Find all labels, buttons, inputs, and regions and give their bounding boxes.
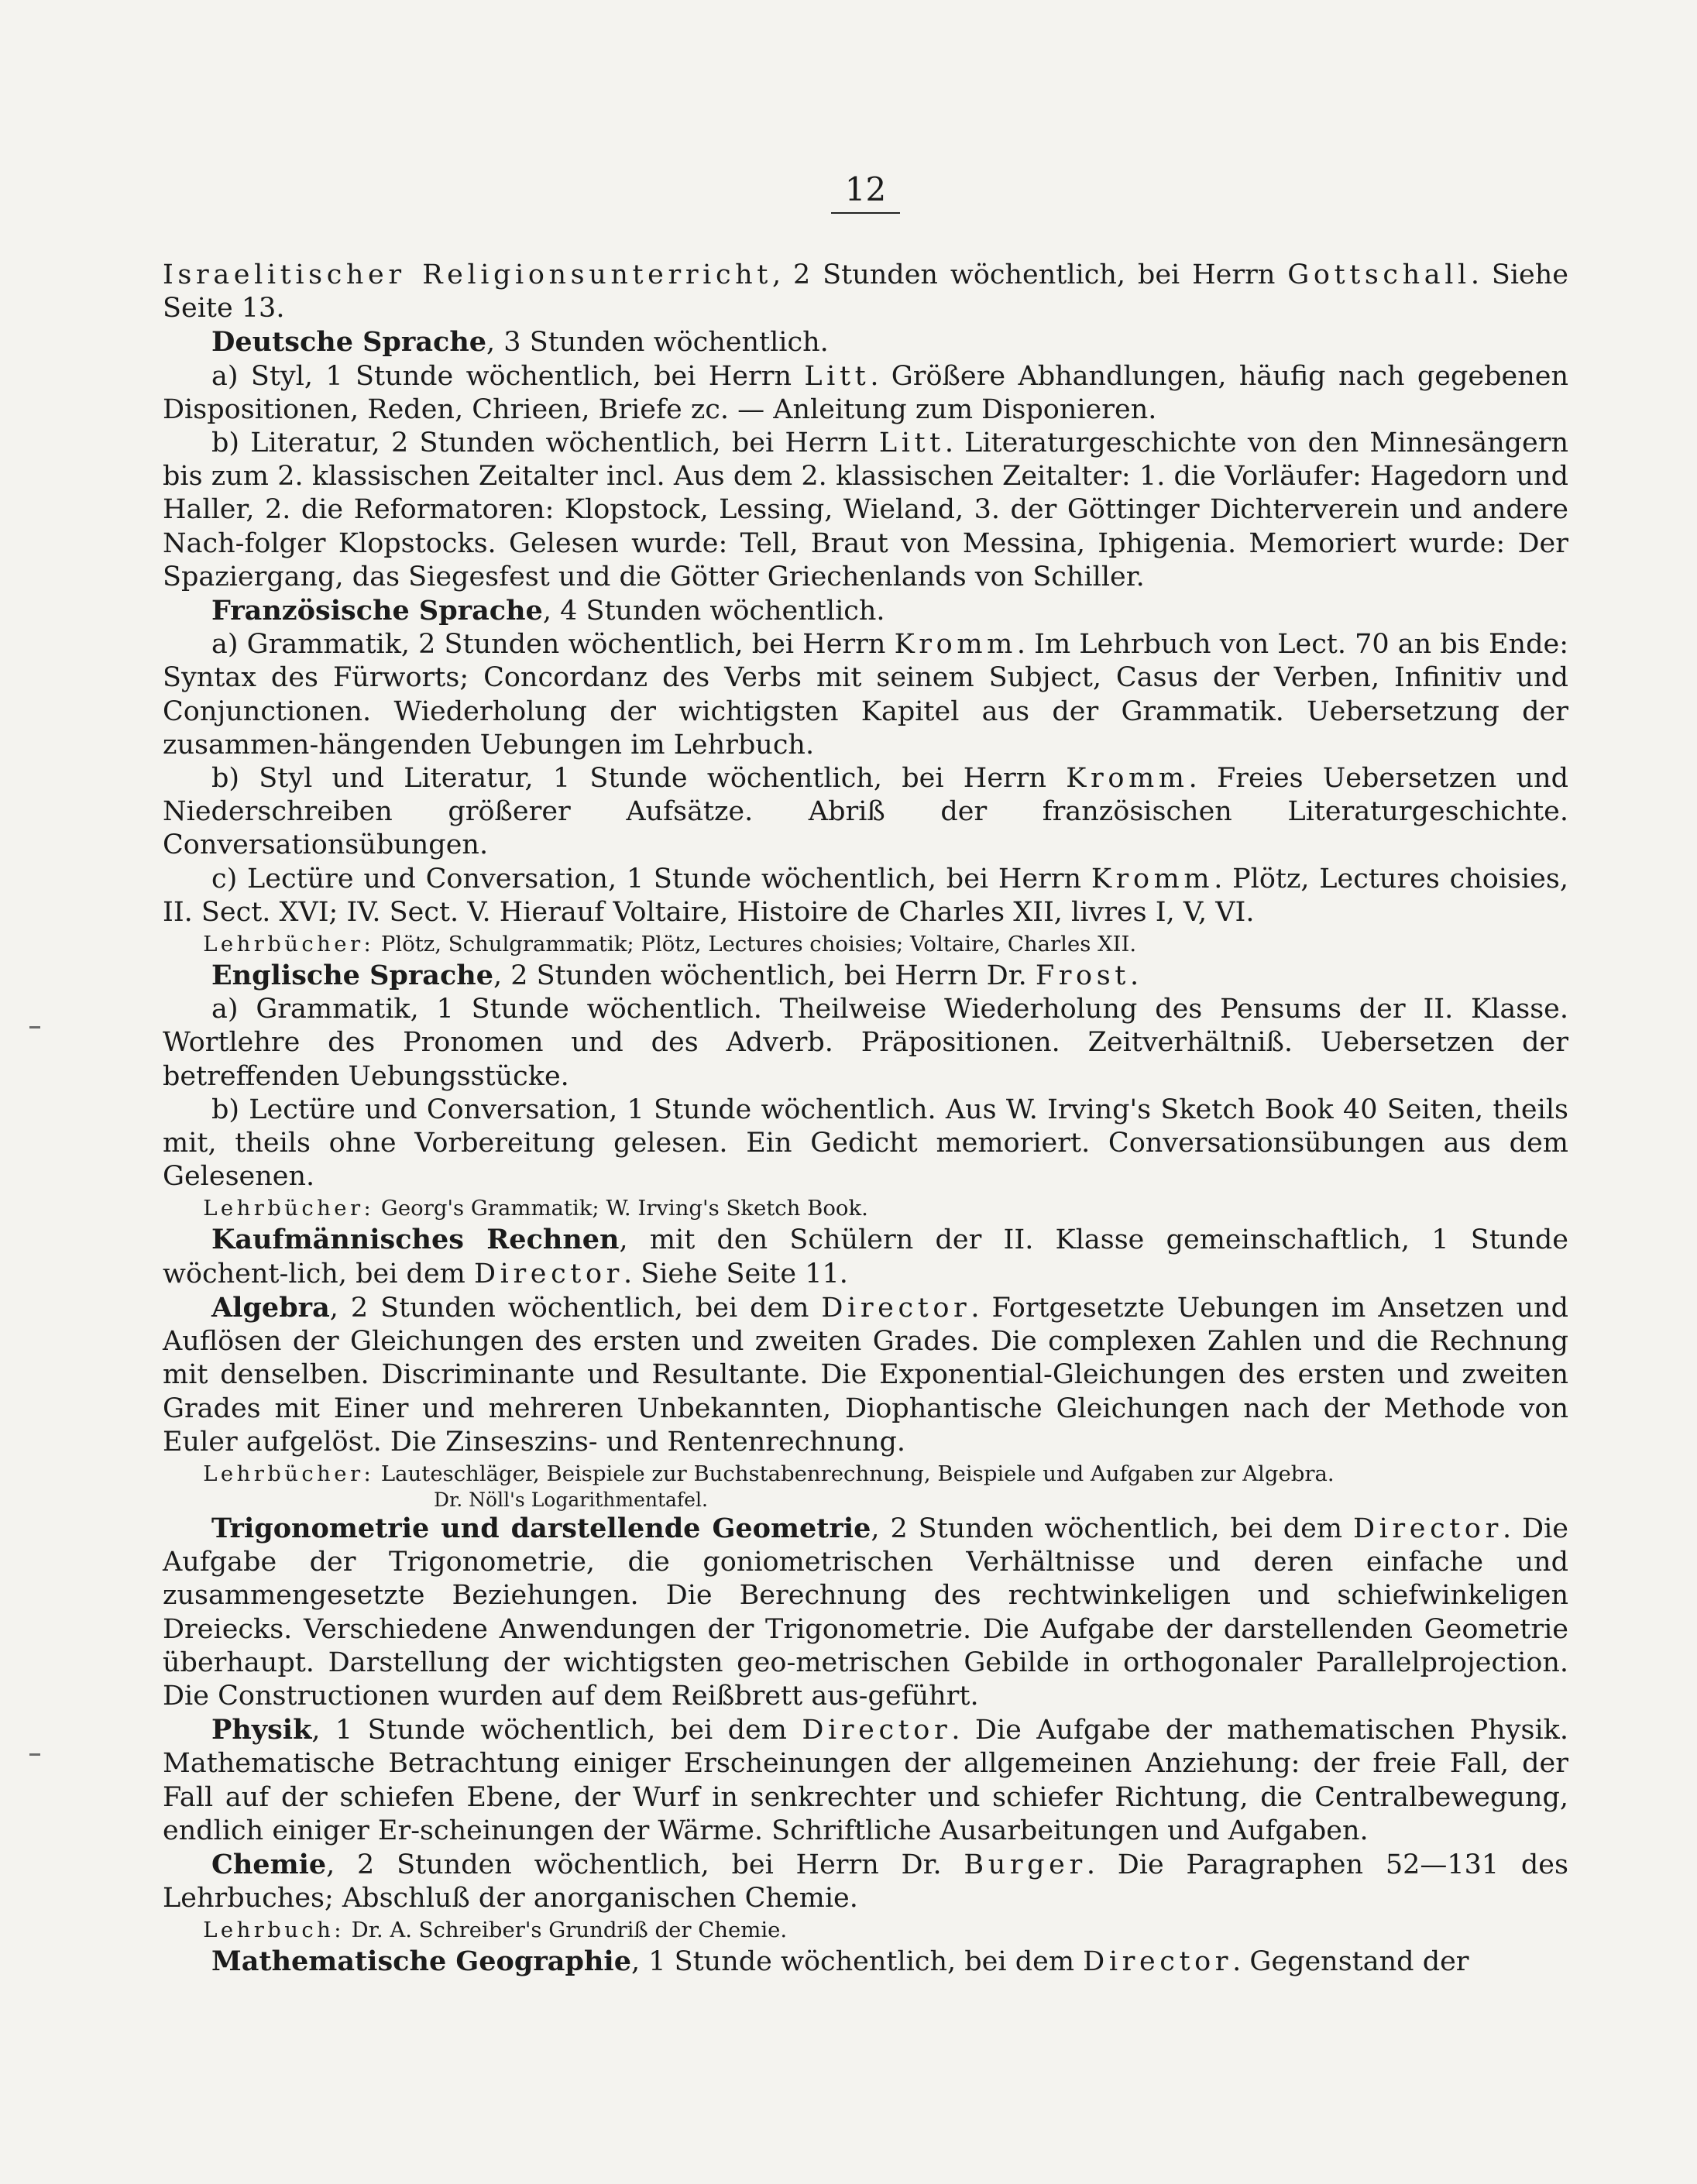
subject-heading: Trigonometrie und darstellende Geometrie [211, 1512, 871, 1544]
text-segment: , 3 Stunden wöchentlich. [486, 327, 829, 359]
subject-heading: Deutsche Sprache [211, 326, 487, 359]
subject-heading: Algebra [211, 1291, 330, 1324]
text-segment: . [1129, 960, 1139, 992]
paragraph [163, 1094, 1568, 1194]
emphasis-name: Lehrbücher: [203, 1461, 375, 1486]
subject-heading: Physik [211, 1714, 312, 1746]
paragraph [163, 863, 1568, 929]
emphasis-name: Litt [804, 360, 871, 392]
text-segment: , 2 Stunden wöchentlich, bei Herrn Dr. [493, 960, 1036, 992]
paragraph [163, 959, 1568, 993]
subject-heading: Mathematische Geographie [211, 1945, 631, 1978]
emphasis-name: Director [802, 1715, 952, 1746]
emphasis-name: Lehrbuch: [203, 1918, 345, 1943]
textbook-note [163, 1459, 1568, 1489]
text-segment: . Siehe Seite 13. [163, 259, 1569, 325]
textbook-note [163, 1489, 1568, 1512]
text-segment: Dr. Nöll's Logarithmentafel. [434, 1488, 708, 1511]
paragraph [163, 1223, 1568, 1290]
text-segment: c) Lectüre und Conversation, 1 Stunde wöchentlich, bei Herrn [211, 863, 1091, 895]
text-segment: . Im Lehrbuch von Lect. 70 an bis Ende: Syntax des Fürworts; Concordanz des Verbs mit seinem Subject, Casus der Verben, Infinitiv und Conjunctionen. Wiederholung der wichtigsten Kapitel aus der Grammatik. Uebersetzung der zusammen-hängenden Uebungen im Lehrbuch. [163, 629, 1568, 761]
text-segment: , 2 Stunden wöchentlich, bei Herrn Dr. [326, 1849, 964, 1880]
text-segment: , 2 Stunden wöchentlich, bei dem [329, 1292, 822, 1324]
text-segment: . Freies Uebersetzen und Niederschreiben größerer Aufsätze. Abriß der französischen Literaturgeschichte. Conversationsübungen. [163, 763, 1568, 861]
emphasis-name: Lehrbücher: [203, 932, 375, 957]
margin-mark [29, 1026, 40, 1028]
text-segment: . Gegenstand der [1232, 1946, 1469, 1978]
emphasis-name: Lehrbücher: [203, 1196, 375, 1221]
emphasis-name: Frost [1035, 960, 1130, 992]
text-segment: . Fortgesetzte Uebungen im Ansetzen und Auflösen der Gleichungen des ersten und zweiten Grades. Die complexen Zahlen und die Rechnung mit denselben. Discriminante und Resultante. Die Exponential-Gleichungen des ersten und zweiten Grades mit Einer und mehreren Unbekannten, Diophantische Gleichungen nach der Methode von Euler aufgelöst. Die Zinseszins- und Rentenrechnung. [163, 1292, 1568, 1458]
text-segment: , 2 Stunden wöchentlich, bei dem [871, 1513, 1353, 1544]
paragraph [163, 594, 1568, 628]
text-segment: . Plötz, Lectures choisies, II. Sect. XVI; IV. Sect. V. Hierauf Voltaire, Histoire de Charles XII, livres I, V, VI. [163, 863, 1568, 928]
paragraph [163, 360, 1568, 427]
paragraph [163, 628, 1568, 762]
emphasis-name: Burger [964, 1849, 1087, 1880]
text-segment: . Größere Abhandlungen, häufig nach gegebenen Dispositionen, Reden, Chrieen, Briefe zc. — Anleitung zum Disponieren. [163, 360, 1568, 425]
text-segment: b) Styl und Literatur, 1 Stunde wöchentlich, bei Herrn [211, 763, 1067, 795]
textbook-note [163, 1193, 1568, 1223]
text-segment: Plötz, Schulgrammatik; Plötz, Lectures choisies; Voltaire, Charles XII. [374, 932, 1137, 957]
emphasis-name: Director [1083, 1946, 1233, 1978]
paragraph [163, 1713, 1568, 1848]
subject-heading: Französische Sprache [211, 595, 543, 627]
margin-mark [29, 1753, 40, 1756]
emphasis-name: Director [1352, 1513, 1503, 1544]
paragraph [163, 1512, 1568, 1713]
paragraph [163, 1291, 1568, 1459]
text-segment: b) Literatur, 2 Stunden wöchentlich, bei Herrn [211, 428, 879, 459]
text-segment: , 1 Stunde wöchentlich, bei dem [630, 1946, 1084, 1978]
text-segment: a) Styl, 1 Stunde wöchentlich, bei Herrn [211, 360, 805, 392]
textbook-note [163, 929, 1568, 959]
emphasis-name: Kromm [1091, 863, 1214, 895]
subject-heading: Kaufmännisches Rechnen [211, 1224, 620, 1256]
emphasis-name: Litt [878, 428, 945, 459]
page-body [163, 259, 1568, 1980]
paragraph [163, 427, 1568, 594]
emphasis-name: Director [473, 1258, 623, 1289]
emphasis-name: Director [821, 1292, 971, 1324]
paragraph [163, 993, 1568, 1094]
text-segment: , 1 Stunde wöchentlich, bei dem [311, 1715, 802, 1746]
subject-heading: Chemie [211, 1848, 327, 1880]
text-segment: Lauteschläger, Beispiele zur Buchstabenrechnung, Beispiele und Aufgaben zur Algebra. [374, 1461, 1335, 1486]
paragraph [163, 325, 1568, 359]
paragraph [163, 259, 1568, 325]
emphasis-name: Kromm [894, 629, 1017, 661]
textbook-note [163, 1915, 1568, 1945]
text-segment: . Die Aufgabe der mathematischen Physik. Mathematische Betrachtung einiger Erscheinungen der allgemeinen Anziehung: der freie Fall, der Fall auf der schiefen Ebene, der Wurf in senkrechter und schiefer Richtung, die Centralbewegung, endlich einiger Er-scheinungen der Wärme. Schriftliche Ausarbeitungen und Aufgaben. [163, 1715, 1568, 1846]
text-segment: , mit den Schülern der II. Klasse gemeinschaftlich, 1 Stunde wöchent-lich, bei dem [163, 1224, 1568, 1289]
text-segment: . Siehe Seite 11. [623, 1258, 848, 1289]
text-segment: a) Grammatik, 2 Stunden wöchentlich, bei Herrn [211, 629, 895, 661]
emphasis-name: Israelitischer Religionsunterricht [163, 259, 772, 290]
text-segment: a) Grammatik, 1 Stunde wöchentlich. Theilweise Wiederholung des Pensums der II. Klasse. Wortlehre des Pronomen und des Adverb. Präpositionen. Zeitverhältniß. Uebersetzen der betreffenden Uebungsstücke. [163, 994, 1568, 1092]
paragraph [163, 762, 1568, 863]
text-segment: , 2 Stunden wöchentlich, bei Herrn [771, 259, 1288, 290]
document-page [163, 170, 1568, 2153]
text-segment: . Die Aufgabe der Trigonometrie, die goniometrischen Verhältnisse und deren einfache und zusammengesetzte Beziehungen. Die Berechnung des rechtwinkeligen und schiefwinkeligen Dreiecks. Verschiedene Anwendungen der Trigonometrie. Die Aufgabe der darstellenden Geometrie überhaupt. Darstellung der wichtigsten geo-metrischen Gebilde in orthogonaler Parallelprojection. Die Constructionen wurden auf dem Reißbrett aus-geführt. [163, 1513, 1568, 1712]
text-segment: . Literaturgeschichte von den Minnesängern bis zum 2. klassischen Zeitalter incl. Aus dem 2. klassischen Zeitalter: 1. die Vorläufer: Hagedorn und Haller, 2. die Reformatoren: Klopstock, Lessing, Wieland, 3. der Göttinger Dichterverein und andere Nach-folger Klopstocks. Gelesen wurde: Tell, Braut von Messina, Iphigenia. Memoriert wurde: Der Spaziergang, das Siegesfest und die Götter Griechenlands von Schiller. [163, 428, 1568, 592]
text-segment: Georg's Grammatik; W. Irving's Sketch Book. [374, 1196, 868, 1221]
emphasis-name: Kromm [1066, 763, 1189, 795]
paragraph [163, 1945, 1568, 1979]
page-number: 12 [163, 170, 1568, 214]
subject-heading: Englische Sprache [211, 960, 493, 992]
text-segment: , 4 Stunden wöchentlich. [542, 596, 885, 627]
text-segment: . Die Paragraphen 52—131 des Lehrbuches; Abschluß der anorganischen Chemie. [163, 1849, 1568, 1914]
emphasis-name: Gottschall [1287, 259, 1471, 290]
text-segment: Dr. A. Schreiber's Grundriß der Chemie. [344, 1918, 788, 1943]
text-segment: b) Lectüre und Conversation, 1 Stunde wöchentlich. Aus W. Irving's Sketch Book 40 Seiten, theils mit, theils ohne Vorbereitung gelesen. Ein Gedicht memoriert. Conversationsübungen aus dem Gelesenen. [163, 1094, 1568, 1193]
paragraph [163, 1848, 1568, 1915]
